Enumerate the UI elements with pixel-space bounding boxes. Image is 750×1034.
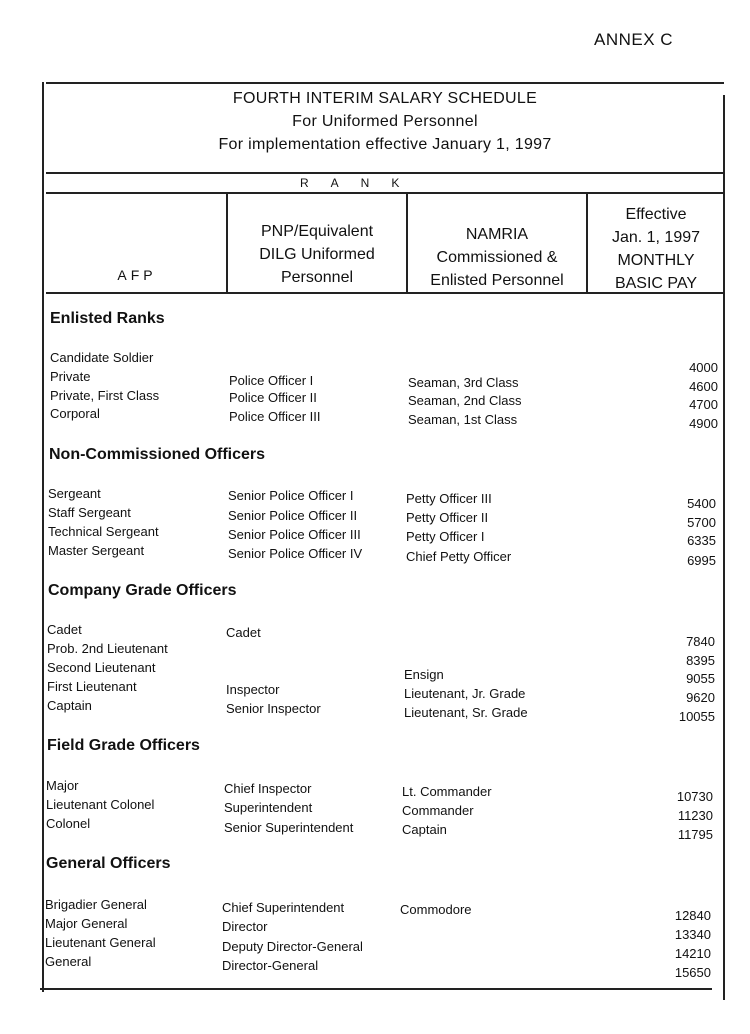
namria-rank: Captain xyxy=(402,822,447,837)
pnp-rank: Superintendent xyxy=(224,800,313,815)
column-header-pay xyxy=(588,203,724,295)
column-header-pnp xyxy=(228,220,406,289)
namria-rank: Petty Officer III xyxy=(406,491,492,506)
afp-rank: Sergeant xyxy=(48,486,101,501)
pnp-rank: Senior Police Officer I xyxy=(228,488,354,503)
pnp-rank: Director xyxy=(222,919,268,934)
column-header-pay-line: Effective xyxy=(625,206,687,223)
afp-rank: Colonel xyxy=(46,816,91,831)
rank-label: RANK xyxy=(300,176,422,190)
column-header-namria-line: NAMRIA xyxy=(465,226,529,243)
monthly-pay: 8395 xyxy=(686,653,715,668)
monthly-pay: 10730 xyxy=(676,789,713,804)
monthly-pay: 5400 xyxy=(687,496,716,511)
section-title: Enlisted Ranks xyxy=(50,310,165,327)
monthly-pay: 11795 xyxy=(677,827,713,842)
namria-rank: Commodore xyxy=(400,902,472,917)
section-title: General Officers xyxy=(46,855,171,872)
afp-rank: Corporal xyxy=(50,406,100,421)
namria-rank: Ensign xyxy=(404,667,444,682)
pnp-rank: Police Officer II xyxy=(229,390,317,405)
pnp-rank: Senior Police Officer II xyxy=(228,508,358,523)
monthly-pay: 12840 xyxy=(674,908,711,923)
namria-rank: Commander xyxy=(402,803,474,818)
namria-rank: Lieutenant, Jr. Grade xyxy=(404,686,526,701)
pnp-rank: Police Officer I xyxy=(229,373,314,388)
annex-label: ANNEX C xyxy=(594,30,674,49)
table-border-bottom xyxy=(40,988,712,990)
pnp-rank: Cadet xyxy=(226,625,261,640)
monthly-pay: 5700 xyxy=(687,515,716,530)
afp-rank: General xyxy=(45,954,92,969)
column-header-namria-line: Commissioned & xyxy=(436,249,558,266)
afp-rank: Brigadier General xyxy=(45,897,147,912)
afp-rank: Captain xyxy=(47,698,92,713)
section-title: Company Grade Officers xyxy=(48,582,237,599)
monthly-pay: 4900 xyxy=(689,416,718,431)
pnp-rank: Senior Inspector xyxy=(226,701,321,716)
monthly-pay: 14210 xyxy=(674,946,711,961)
column-header-afp: AFP xyxy=(117,267,157,283)
pnp-rank: Senior Police Officer III xyxy=(228,527,361,542)
monthly-pay: 10055 xyxy=(678,709,715,724)
namria-rank: Petty Officer I xyxy=(406,529,485,544)
schedule-title: FOURTH INTERIM SALARY SCHEDULE xyxy=(232,90,538,107)
column-header-pnp-line: Personnel xyxy=(280,269,354,286)
pnp-rank: Chief Superintendent xyxy=(222,900,345,915)
rank-divider xyxy=(46,192,724,194)
schedule-effective-date: For implementation effective January 1, 1997 xyxy=(218,136,552,153)
afp-rank: Major General xyxy=(45,916,128,931)
namria-rank: Seaman, 3rd Class xyxy=(408,375,519,390)
namria-rank: Chief Petty Officer xyxy=(406,549,512,564)
table-border-left xyxy=(42,82,44,992)
namria-rank: Lt. Commander xyxy=(402,784,492,799)
column-header-pnp-line: DILG Uniformed xyxy=(259,246,375,263)
pnp-rank: Director-General xyxy=(222,958,319,973)
monthly-pay: 11230 xyxy=(677,808,713,823)
namria-rank: Petty Officer II xyxy=(406,510,489,525)
afp-rank: Lieutenant Colonel xyxy=(46,797,155,812)
afp-rank: Master Sergeant xyxy=(48,543,145,558)
column-header-namria-line: Enlisted Personnel xyxy=(430,272,564,289)
column-header-pnp-line: PNP/Equivalent xyxy=(260,223,374,240)
monthly-pay: 15650 xyxy=(674,965,711,980)
afp-rank: First Lieutenant xyxy=(47,679,137,694)
afp-rank: Second Lieutenant xyxy=(47,660,156,675)
afp-rank: Private xyxy=(50,369,91,384)
pnp-rank: Senior Police Officer IV xyxy=(228,546,363,561)
namria-rank: Lieutenant, Sr. Grade xyxy=(404,705,528,720)
monthly-pay: 4600 xyxy=(689,379,718,394)
afp-rank: Candidate Soldier xyxy=(50,350,154,365)
namria-rank: Seaman, 2nd Class xyxy=(408,393,522,408)
pnp-rank: Inspector xyxy=(226,682,280,697)
column-header-namria xyxy=(408,223,586,292)
namria-rank: Seaman, 1st Class xyxy=(408,412,518,427)
monthly-pay: 4000 xyxy=(689,360,718,375)
column-header-pay-line: MONTHLY xyxy=(617,252,695,269)
pnp-rank: Police Officer III xyxy=(229,409,321,424)
pnp-rank: Deputy Director-General xyxy=(222,939,363,954)
column-header-pay-line: Jan. 1, 1997 xyxy=(611,229,701,246)
section-title: Non-Commissioned Officers xyxy=(49,446,266,463)
section-title: Field Grade Officers xyxy=(47,737,200,754)
pnp-rank: Senior Superintendent xyxy=(224,820,354,835)
monthly-pay: 13340 xyxy=(674,927,711,942)
monthly-pay: 6995 xyxy=(687,553,716,568)
afp-rank: Major xyxy=(46,778,79,793)
monthly-pay: 7840 xyxy=(686,634,715,649)
title-divider xyxy=(46,172,724,174)
column-header-pay-line: BASIC PAY xyxy=(614,275,698,292)
afp-rank: Prob. 2nd Lieutenant xyxy=(47,641,168,656)
monthly-pay: 4700 xyxy=(689,397,718,412)
table-border-top xyxy=(46,82,724,84)
afp-rank: Staff Sergeant xyxy=(48,505,131,520)
pnp-rank: Chief Inspector xyxy=(224,781,312,796)
monthly-pay: 9620 xyxy=(686,690,715,705)
afp-rank: Private, First Class xyxy=(50,388,160,403)
monthly-pay: 6335 xyxy=(687,533,716,548)
afp-rank: Technical Sergeant xyxy=(48,524,159,539)
afp-rank: Cadet xyxy=(47,622,82,637)
monthly-pay: 9055 xyxy=(686,671,715,686)
afp-rank: Lieutenant General xyxy=(45,935,156,950)
schedule-subtitle: For Uniformed Personnel xyxy=(292,113,478,130)
